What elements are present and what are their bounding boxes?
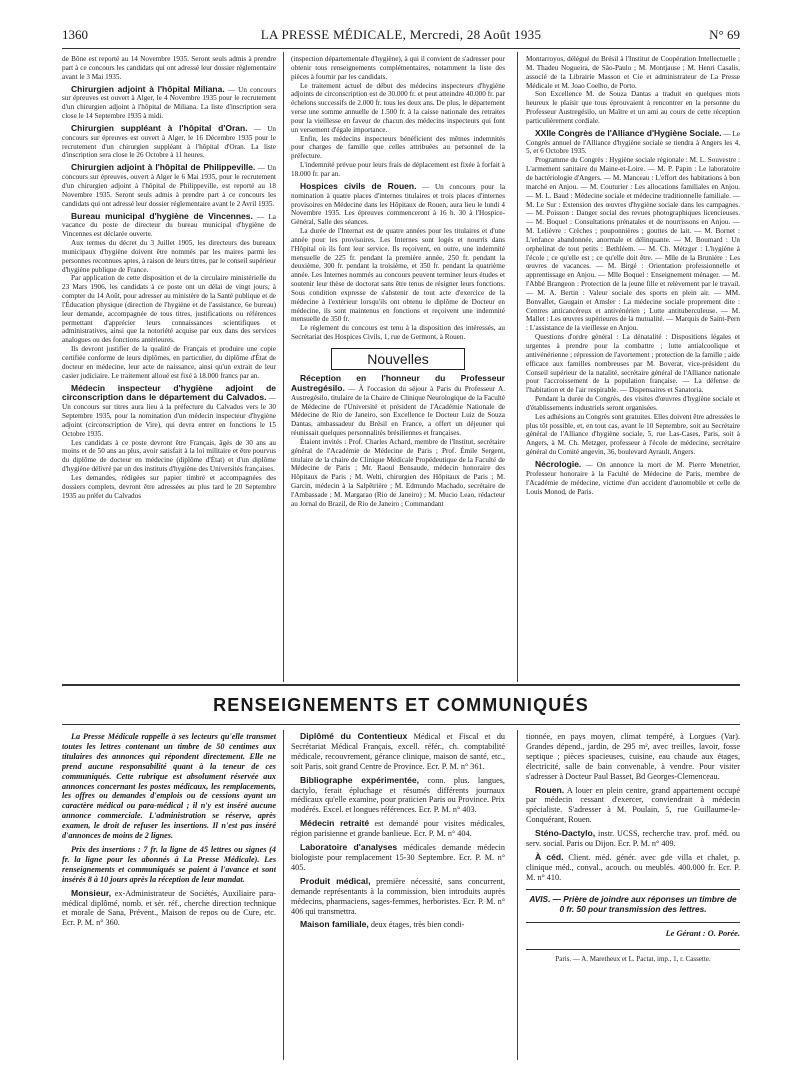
ad-heading: Rouen. — [535, 784, 565, 795]
paragraph: Les adhésions au Congrès sont gratuites. Elles doivent être adressées le plus tôt possible, et, en tout cas, avant le 10 Septembre, soit au Secrétaire général de l'Alliance d'hygiène sociale, 5, rue Las-Cases, Paris, soit à Angers, à M. Ch. Metzger, professeur à l'école de médecine, secrétaire général du Comité angevin, 36, boulevard Ayrault, Angers. — [526, 412, 740, 457]
pricing-notice: Prix des insertions : 7 fr. la ligne de 45 lettres ou signes (4 fr. la ligne pour les abonnés à La Presse Médicale). Les renseignements et communiqués se paient à l'avance et sont insérés 8 à 10 jours après la réception de leur mandat. — [62, 844, 276, 884]
classified-ad — [291, 843, 505, 873]
paragraph: Enfin, les médecins inspecteurs bénéficient des mêmes indemnités pour charges de famille que celles attribuées au personnel de la préfecture. — [291, 134, 505, 161]
paragraph: — Un concours sur épreuves est ouvert à Alger, le 16 Décembre 1935 pour le recrutement d'un chirurgien suppléant à l'hôpital d'Oran. La liste d'inscription sera close le 26 Octobre à 11 heures. — [62, 124, 276, 160]
ads-column-1 — [62, 732, 276, 1067]
paragraph: Son Excellence M. de Souza Dantas a traduit en quelques mots heureux le plaisir que tous éprouvaient à rencontrer en la personne du Professeur Austregésilo, un Maître et un ami au cours de cette réception particulièrement cordiale. — [526, 90, 740, 125]
classified-ad — [62, 889, 276, 929]
section-rule — [62, 684, 740, 686]
notice-rouen-hospices — [291, 182, 505, 342]
classified-ad — [291, 732, 505, 772]
notice-vincennes — [62, 212, 276, 381]
paragraph: Ils devront justifier de la qualité de Français et produire une copie certifiée conforme de leurs diplômes, en particulier, du diplôme d'État de docteur en médecine, leur acte de naissance, ainsi qu'un extrait de leur casier judiciaire. Le traitement alloué est fixé à 18.000 francs par an. — [62, 345, 276, 380]
ad-text: Médical et Fiscal et du Secrétariat Médical Français, excell. référ., ch. comptabilité médicale, recouvrement, gérance clinique, maison de santé, etc., soit Paris, soit grand Centre de Province. Ecr. P. M. n° 361. — [291, 732, 505, 771]
article-column-3 — [526, 55, 740, 683]
paragraph: — La vacance du poste de directeur du bureau municipal d'hygiène de Vincennes est déclarée ouverte. — [62, 212, 276, 239]
notice-austregesilo — [291, 374, 505, 509]
section-heading: Chirurgien suppléant à l'hôpital d'Oran. — [71, 122, 248, 133]
classified-ad — [291, 920, 505, 930]
ad-heading: Diplômé du Contentieux — [300, 732, 408, 741]
paragraph: Aux termes du décret du 3 Juillet 1905, les directeurs des bureaux municipaux d'hygiène doivent être nommés par les maires parmi les personnes reconnues aptes, à raison de leurs titres, par le conseil supérieur d'hygiène publique de France. — [62, 239, 276, 274]
column-divider — [283, 52, 284, 682]
paragraph: — Le Congrès annuel de l'Alliance d'hygiène sociale se tiendra à Angers les 4, 5, et 6 Octobre 1935. — [526, 129, 740, 156]
header-rule — [62, 48, 740, 49]
paragraph: Pendant la durée du Congrès, des visites d'œuvres d'hygiène sociale et d'établissements industriels seront organisées. — [526, 395, 740, 412]
paragraph: L'indemnité prévue pour leurs frais de déplacement est fixée à forfait à 18.000 fr. par an. — [291, 161, 505, 178]
paragraph: Les demandes, rédigées sur papier timbré et accompagnées des dossiers complets, devront être adressées au plus tard le 20 Septembre 1935 au préfet du Calvados — [62, 473, 276, 500]
paragraph: Le règlement du concours est tenu à la disposition des intéressés, au Secrétariat des Hospices Civils, 1, rue de Germont, à Rouen. — [291, 324, 505, 342]
paragraph: Étaient invités : Prof. Charles Achard, membre de l'Institut, secrétaire général de l'Académie de Médecine de Paris ; Prof. Émile Sergent, titulaire de la chaire de Clinique Médicale Propédeutique de la Faculté de Médecine de Paris ; Mr. Raoul Bensaude, médecin honoraire des Hôpitaux de Paris ; M. Welti, chirurgien des Hôpitaux de Paris ; M. Garcin, médecin à la Salpêtrière ; M. Edmundo Machado, secrétaire de l'Ambassade ; M. Margarao (Rio de Janeiro) ; M. Mucio Leao, rédacteur au Jornal do Brazil, de Rio de Janeiro ; Commandant — [291, 437, 505, 508]
notice-calvados — [62, 384, 276, 501]
ad-heading: Médecin retraité — [300, 818, 370, 829]
column-divider — [517, 52, 518, 682]
ad-text: A louer en plein centre, grand appartement occupé par médecin cessant d'exercer, conviendrait à médecin spécialiste. S'adresser à M. Poulain, 5, rue Guillaume-le-Conquérant, Rouen. — [526, 785, 740, 825]
paragraph: — À l'occasion du séjour à Paris du Professeur A. Austregésilo, titulaire de la Chaire de Clinique Neurologique de la Faculté de Médecine de l'Université et président de l'Académie Nationale de Médecine de Rio de Janeiro, son Excellence le Docteur Luiz de Souza Dantas, ambassadeur du Brésil en France, a offert un déjeuner qui réunissait quelques personnalités brésiliennes et françaises. — [291, 384, 505, 438]
paragraph: — Un concours sur titres aura lieu à la préfecture du Calvados vers le 30 Septembre 1935, pour la nomination d'un médecin inspecteur d'hygiène adjoint (circonscription de Vire), qui devra entrer en fonctions le 15 Octobre 1935. — [62, 394, 276, 438]
ad-heading: À céd. — [535, 851, 564, 862]
editorial-notice: La Presse Médicale rappelle à ses lecteurs qu'elle transmet toutes les lettres contenant un timbre de 50 centimes aux titulaires des annonces qui répondent directement. Elle ne prend aucune responsabilité quant à la teneur de ces communiqués. Cette rubrique est absolument réservée aux annonces concernant les postes médicaux, les remplacements, les offres ou demandes d'emplois ou de cessions ayant un caractère médical ou para-médical ; il n'y est inséré aucune annonce commerciale. L'administration se réserve, après examen, le droit de refuser les insertions. Il n'est pas inséré d'annonces de moins de 2 lignes. — [62, 732, 276, 841]
section-heading: XXIIe Congrès de l'Alliance d'Hygiène Sociale. — [535, 127, 722, 138]
paragraph: Les candidats à ce poste devront être Français, âgés de 30 ans au moins et de 50 ans au plus, avoir satisfait à la loi militaire et être pourvus du diplôme de docteur en médecine (diplôme d'État) et d'un diplôme d'hygiène délivré par un des instituts d'hygiène des Universités françaises. — [62, 438, 276, 474]
ad-text: première nécessité, sans concurrent, demande représentants à la commission, bien introduits auprès médecins, pharmaciens, sages-femmes, herboristes. Ecr. P. M. n° 406 qui transmettra. — [291, 876, 505, 916]
classified-ad — [526, 829, 740, 849]
paragraph: — Un concours pour la nomination à quatre places d'internes titulaires et trois places d'internes provisoires en Médecine dans les Hôpitaux de Rouen, aura lieu le lundi 4 Novembre 1935. Les épreuves commenceront à 16 h. 30 à l'Hospice-Général, Salle des séances. — [291, 182, 505, 227]
paragraph: La durée de l'Internat est de quatre années pour les titulaires et d'une année pour les provisoires. Les Internes sont logés et nourris dans l'Hôpital où ils font leur service. Ils reçoivent, en outre, une indemnité mensuelle de 225 fr. pendant la première année, 250 fr. pendant la deuxième, 300 fr. pendant la troisième, et 350 fr. pendant la quatrième année. Les Internes nommés au concours peuvent terminer leurs études et soutenir leur thèse de doctorat sans être tenus de résigner leurs fonctions. Sous condition expresse de s'abstenir de tout acte d'exercice de la médecine à l'extérieur lorsqu'ils ont obtenu le diplôme de Docteur en médecine, ils sont maintenus en fonctions et reçoivent une indemnité mensuelle de 350 fr. — [291, 227, 505, 324]
section-heading: Hospices civils de Rouen. — [300, 180, 417, 191]
notice-miliana — [62, 85, 276, 121]
ad-text: Client. méd. génér. avec gde villa et chalet, p. clinique méd., conval., acouch. ou meublés. 400.000 fr. Ecr. P. M. n° 410. — [526, 852, 740, 882]
paragraph: Montarroyos, délégué du Brésil à l'Institut de Coopération Intellectuelle ; M. Thadeu Nogueira, de São-Paulo ; M. Montjause ; M. Henri Casalis, associé de la Librairie Masson et Cie et administrateur de La Presse Médicale et M. Joao Coelho, de Porto. — [526, 55, 740, 90]
notice-congres-hygiene — [526, 129, 740, 457]
classified-ad-continued: tionnée, en pays moyen, climat tempéré, à Lorgues (Var). Grandes dépend., jardin, de 295 m², avec treilles, lavoir, fosse septique ; pièces spacieuses, cuisine, eau chaude aux étages, électricité, salle de bain convenable, à vendre. Pour visiter s'adresser à Docteur Paul Basset, Bd Georges-Clemenceau. — [526, 732, 740, 781]
issue-number: N° 69 — [709, 27, 740, 42]
paragraph: — Un concours sur épreuves, ouvert à Alger le 6 Mai 1935, pour le recrutement d'un chirurgien adjoint à l'hôpital de Philippeville, est reporté au 18 Novembre 1935. Seront seuls admis à prendre part à ce concours les candidats qui ont adressé leur dossier réglementaire avant le 2 Avril 1935. — [62, 164, 276, 208]
classified-ad — [526, 786, 740, 826]
section-heading: Médecin inspecteur d'hygiène adjoint de circonscription dans le département du Calvados. — [62, 382, 276, 403]
paragraph: (inspection départementale d'hygiène), à qui il convient de s'adresser pour obtenir tous renseignements complémentaires, notamment la liste des pièces à fournir par les candidats. — [291, 55, 505, 81]
ad-text: conn. plus. langues, dactylo, ferait épluchage et résumés différents journaux médicaux qu'elle examine, pour praticien Paris ou Province. Prix modérés. Excel. et longues références. Ecr. P. M. n° 403. — [291, 775, 505, 815]
section-heading: Réception en l'honneur du Professeur Austregésilo. — [291, 373, 505, 393]
section-rule — [62, 724, 740, 725]
paragraph: de Bône est reporté au 14 Novembre 1935. Seront seuls admis à prendre part à ce concours les candidats qui ont adressé leur dossier réglementaire avant le 3 Mai 1935. — [62, 55, 276, 81]
paragraph: — On annonce la mort de M. Pierre Menetrier, Professeur honoraire à la Faculté de Médecine de Paris, membre de l'Académie de médecine, victime d'un accident d'automobile et celle de Louis Monod, de Paris. — [526, 460, 740, 496]
ad-text: est demandé pour visites médicales, région parisienne et grande banlieue. Ecr. P. M. n° 404. — [291, 819, 505, 839]
paragraph: Programme du Congrès : Hygiène sociale régionale : M. L. Souvestre : L'armement sanitaire du Maine-et-Loire. — M. P. Papin : Le laboratoire de bactériologie d'Angers. — M. Manceau : L'effort des habitations à bon marché en Anjou. — M. Couturier : Les allocations familiales en Anjou. — M. L. Baud : Médecine sociale et médecine traditionnelle familiale. — M. Le Sur : Extension des œuvres d'hygiène sociale dans les campagnes. — M. Poisson : Danger social des revues photographiques licencieuses. — M. Boquel : Consultations prénatales et de nourrissons en Anjou. — M. Lelièvre : Crèches ; pouponnières ; gouttes de lait. — M. Bornet : L'enfance abandonnée, anormale et délinquante. — M. Boumard : Un orphelinat de tout petits : Bethléem. — M. Ch. Métzger : L'hygiène à l'école ; ce qu'elle est ; ce qu'elle doit être. — Mlle de la Brunière : Les œuvres de vacances. — M. Birgé : Orientation professionnelle et apprentissage en Anjou. — Mlle Boquel : Enseignement ménager. — M. l'Abbé Brangeon : Protection de la jeune fille et relèvement par le travail. — M. A. Bertin : Valeur sociale des sports en plein air. — MM. Bonvallet, Gaugain et Amsler : La médecine sociale proprement dite : Centres anticancéreux et antivénérien ; Lutte antituberculeuse. — M. Mallet : Les œuvres supérieures de la mutualité. — Marquis de Saint-Pern : L'assistance de la vieillesse en Anjou. — [526, 156, 740, 333]
article-column-1 — [62, 55, 276, 683]
ads-column-3 — [526, 732, 740, 1067]
ad-heading: Bibliographe expérimentée, — [300, 774, 420, 785]
paragraph: Questions d'ordre général : La dénatalité : Dispositions légales et urgentes à prendre pour la combattre ; lutte antialcoolique et antivénérienne ; répression de l'avortement ; protection de la famille ; aide efficace aux familles nombreuses par M. Boverat, vice-président du Conseil supérieur de la natalité, secrétaire général de l'Alliance nationale pour l'accroissement de la population française. — La défense de l'habitation et de l'air respirable. — Dispensaires et Sanatoria. — [526, 333, 740, 395]
classified-ad — [291, 776, 505, 816]
ad-heading: Maison familiale, — [300, 919, 369, 930]
column-divider — [283, 730, 284, 1060]
ad-heading: Produit médical, — [300, 875, 371, 886]
ad-text: deux étages, très bien condi- — [368, 920, 465, 930]
ad-text: instr. UCSS, recherche trav. prof. méd. ou serv. social. Paris ou Dijon. Ecr. P. M. n° 409. — [526, 829, 740, 849]
notice-oran — [62, 124, 276, 160]
section-title: RENSEIGNEMENTS ET COMMUNIQUÉS — [213, 695, 589, 715]
gerant-signature: Le Gérant : O. Porée. — [526, 922, 740, 939]
paragraph: Le traitement actuel de début des médecins inspecteurs d'hygiène adjoints de circonscription est de 30.000 fr. et peut atteindre 40.000 fr. par échelons successifs de 2.000 fr. tous les deux ans. De plus, le département verse une somme annuelle de 1.500 fr. à la caisse nationale des retraites pour la vieillesse en faveur de chacun des médecins inspecteurs qui font un versement d'égale importance. — [291, 81, 505, 134]
paragraph: — Un concours sur épreuves est ouvert à Alger, le 4 Novembre 1935 pour le recrutement d'un chirurgien adjoint à l'hôpital de Miliana. La liste d'inscription sera close le 14 Septembre 1935 à midi. — [62, 85, 276, 121]
ad-text: ex-Administrateur de Sociétés, Auxiliaire para-médical diplômé, nomb. et sér. réf., cherche direction technique et morale de Sana, Prévent., Maison de repos ou de Cure, etc. Ecr. P. M. n° 360. — [62, 888, 276, 928]
article-column-2 — [291, 55, 505, 683]
ad-heading: Laboratoire d'analyses — [300, 842, 398, 853]
section-heading: Chirurgien adjoint à l'hôpital Miliana. — [71, 83, 225, 94]
notice-philippeville — [62, 163, 276, 208]
printer-imprint: Paris. — A. Maretheux et L. Pactat, imp., 1, r. Cassette. — [526, 949, 740, 965]
page-header — [62, 24, 740, 46]
journal-title: LA PRESSE MÉDICALE, Mercredi, 28 Août 1935 — [260, 27, 542, 42]
ad-heading: Sténo-Dactylo, — [535, 828, 596, 839]
section-heading: Chirurgien adjoint à l'hôpital de Philippeville. — [71, 162, 256, 173]
classified-ad — [291, 877, 505, 917]
avis-notice: AVIS. — Prière de joindre aux réponses un timbre de 0 fr. 50 pour transmission des lettres. — [526, 889, 740, 914]
ad-text: médicales demande médecin biologiste pour remplacement 15-30 Septembre. Ecr. P. M. n° 405. — [291, 843, 505, 872]
nouvelles-heading: Nouvelles — [331, 348, 465, 370]
ads-column-2 — [291, 732, 505, 1067]
section-heading: Nécrologie. — [535, 458, 582, 469]
classified-ad — [526, 853, 740, 883]
notice-necrologie — [526, 460, 740, 496]
section-heading: Bureau municipal d'hygiène de Vincennes. — [71, 210, 253, 221]
classified-ad — [291, 819, 505, 839]
paragraph: Par application de cette disposition et de la circulaire ministérielle du 23 Mars 1906, les candidats à ce poste ont un délai de vingt jours, à compter du 14 Août, pour adresser au ministère de la Santé publique et de l'Éducation physique (direction de l'hygiène et de l'assistance, 6e bureau) leur demande, accompagnée de tous titres, justifications ou références permettant d'apprécier leurs connaissances scientifiques et administratives, ainsi que la notoriété acquise par eux dans des services analogues ou des fonctions antérieures. — [62, 274, 276, 345]
ad-heading: Monsieur, — [71, 887, 112, 898]
column-divider — [517, 730, 518, 1060]
page-number: 1360 — [62, 27, 88, 42]
